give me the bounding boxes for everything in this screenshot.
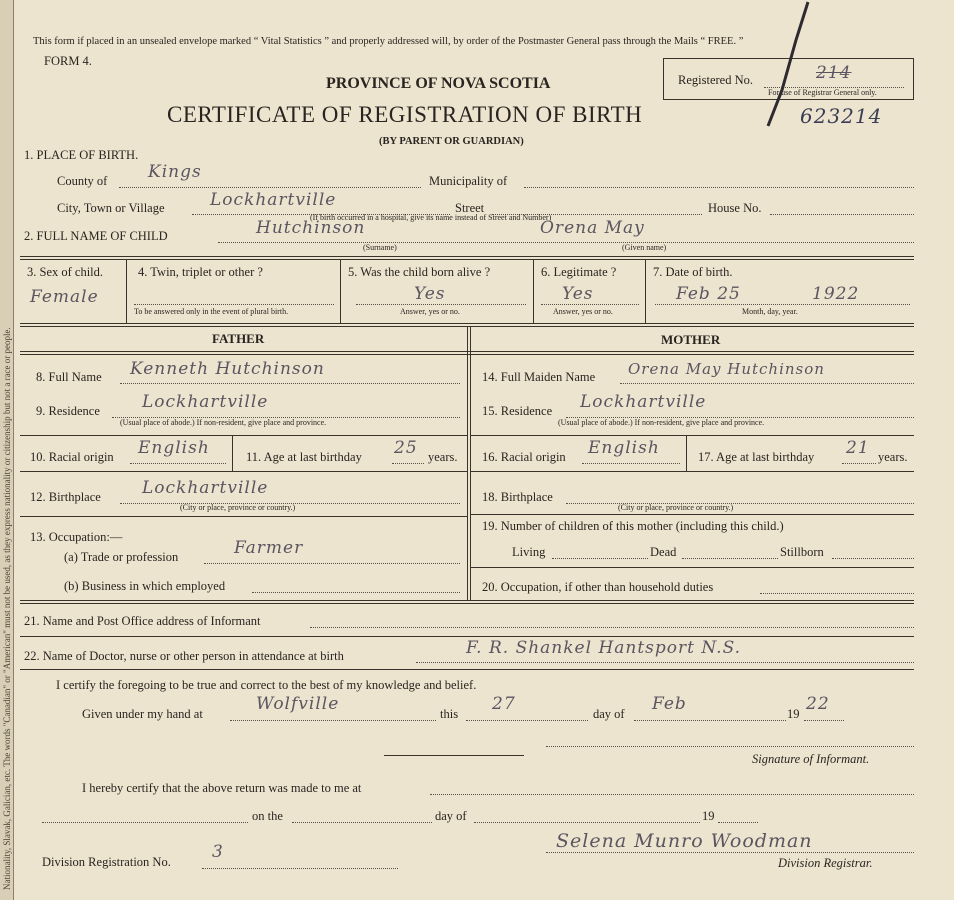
father-residence-note: (Usual place of abode.) If non-resident, give place and province. — [120, 418, 327, 427]
registered-label: Registered No. — [678, 73, 753, 87]
father-trade-label: (a) Trade or profession — [64, 550, 179, 564]
father-age-label: 11. Age at last birthday — [246, 450, 362, 464]
house-no-label: House No. — [708, 201, 762, 215]
city-label: City, Town or Village — [57, 201, 165, 215]
street-label: Street — [455, 201, 485, 215]
registered-value: 214 — [816, 63, 852, 83]
year-of-birth-value: 1922 — [812, 284, 860, 304]
mother-residence-note: (Usual place of abode.) If non-resident, give place and province. — [558, 418, 765, 427]
this-day-value: 27 — [492, 694, 516, 714]
father-fullname-value: Kenneth Hutchinson — [130, 359, 325, 379]
mother-maiden-value: Orena May Hutchinson — [628, 360, 825, 378]
signature-informant-label: Signature of Informant. — [752, 752, 870, 766]
father-occupation-label: 13. Occupation:— — [30, 530, 123, 544]
father-residence-value: Lockhartville — [142, 392, 269, 412]
father-birthplace-label: 12. Birthplace — [30, 490, 101, 504]
registrar-year-prefix: 19 — [702, 809, 715, 823]
registrar-signature: Selena Munro Woodman — [556, 830, 813, 852]
mother-residence-value: Lockhartville — [580, 392, 707, 412]
mother-maiden-label: 14. Full Maiden Name — [482, 370, 596, 384]
legitimate-label: 6. Legitimate ? — [541, 265, 617, 279]
mother-birthplace-note: (City or place, province or country.) — [618, 503, 734, 512]
county-value: Kings — [148, 162, 202, 182]
certificate-title: CERTIFICATE OF REGISTRATION OF BIRTH — [167, 102, 643, 127]
county-label: County of — [57, 174, 108, 188]
father-fullname-label: 8. Full Name — [36, 370, 102, 384]
day-of-value: Feb — [652, 694, 687, 714]
given-place-value: Wolfville — [256, 694, 340, 714]
date-of-birth-value: Feb 25 — [676, 284, 741, 304]
born-alive-label: 5. Was the child born alive ? — [348, 265, 491, 279]
year-value: 22 — [806, 694, 830, 714]
child-given-value: Orena May — [540, 218, 645, 238]
mother-racial-label: 16. Racial origin — [482, 450, 566, 464]
father-racial-value: English — [138, 438, 210, 458]
mother-birthplace-label: 18. Birthplace — [482, 490, 553, 504]
twin-label: 4. Twin, triplet or other ? — [138, 265, 263, 279]
place-of-birth-label: 1. PLACE OF BIRTH. — [24, 148, 139, 162]
dead-label: Dead — [650, 545, 677, 559]
mother-racial-value: English — [588, 438, 660, 458]
father-residence-label: 9. Residence — [36, 404, 100, 418]
certify-text: I certify the foregoing to be true and correct to the best of my knowledge and belief. — [56, 678, 477, 692]
top-notice: This form if placed in an unsealed envelope marked “ Vital Statistics ” and properly addressed will, by order of the Postmaster General pass through the Mails “ FREE. ” — [33, 36, 744, 47]
given-under-label: Given under my hand at — [82, 707, 203, 721]
form-number: FORM 4. — [44, 54, 92, 68]
mother-age-unit: years. — [878, 450, 908, 464]
hospital-note: (If birth occurred in a hospital, give its name instead of Street and Number) — [310, 213, 552, 222]
attendant-value: F. R. Shankel Hantsport N.S. — [466, 638, 742, 658]
registered-note: For use of Registrar General only. — [768, 88, 877, 97]
binding-edge — [0, 0, 14, 900]
father-header: FATHER — [212, 331, 265, 346]
stillborn-label: Stillborn — [780, 545, 824, 559]
on-the-label: on the — [252, 809, 283, 823]
sex-label: 3. Sex of child. — [27, 265, 104, 279]
division-registrar-label: Division Registrar. — [778, 856, 873, 870]
full-name-child-label: 2. FULL NAME OF CHILD — [24, 229, 168, 243]
certificate-subtitle: (BY PARENT OR GUARDIAN) — [379, 136, 524, 147]
mother-age-label: 17. Age at last birthday — [698, 450, 815, 464]
father-birthplace-note: (City or place, province or country.) — [180, 503, 296, 512]
province-title: PROVINCE OF NOVA SCOTIA — [326, 75, 551, 92]
date-of-birth-label: 7. Date of birth. — [653, 265, 733, 279]
division-registration-value: 3 — [212, 842, 224, 862]
registrar-certify-text: I hereby certify that the above return was made to me at — [82, 781, 362, 795]
informant-label: 21. Name and Post Office address of Informant — [24, 614, 261, 628]
father-trade-value: Farmer — [234, 538, 304, 558]
child-surname-value: Hutchinson — [256, 218, 366, 238]
this-label: this — [440, 707, 459, 721]
father-birthplace-value: Lockhartville — [142, 478, 269, 498]
twin-note: To be answered only in the event of plural birth. — [134, 307, 289, 316]
mother-header: MOTHER — [661, 332, 721, 347]
legitimate-note: Answer, yes or no. — [553, 307, 613, 316]
given-name-note: (Given name) — [622, 243, 667, 252]
father-racial-label: 10. Racial origin — [30, 450, 114, 464]
division-registration-label: Division Registration No. — [42, 855, 171, 869]
title-annotation: 623214 — [800, 104, 883, 128]
born-alive-note: Answer, yes or no. — [400, 307, 460, 316]
mother-residence-label: 15. Residence — [482, 404, 553, 418]
sex-value: Female — [30, 287, 99, 307]
mother-children-label: 19. Number of children of this mother (including this child.) — [482, 519, 784, 533]
mother-occupation-label: 20. Occupation, if other than household duties — [482, 580, 714, 594]
living-label: Living — [512, 545, 546, 559]
day-of-label: day of — [593, 707, 625, 721]
registrar-day-of-label: day of — [435, 809, 467, 823]
legitimate-value: Yes — [562, 284, 594, 304]
surname-note: (Surname) — [363, 243, 397, 252]
date-note: Month, day, year. — [742, 307, 798, 316]
mother-age-value: 21 — [846, 438, 870, 458]
father-age-unit: years. — [428, 450, 458, 464]
attendant-label: 22. Name of Doctor, nurse or other person in attendance at birth — [24, 649, 344, 663]
father-business-label: (b) Business in which employed — [64, 579, 226, 593]
municipality-label: Municipality of — [429, 174, 508, 188]
year-prefix: 19 — [787, 707, 800, 721]
father-age-value: 25 — [394, 438, 418, 458]
city-value: Lockhartville — [210, 190, 337, 210]
born-alive-value: Yes — [414, 284, 446, 304]
edge-note: Nationality, Slavak, Galician, etc. The words "Canadian" or "American" must not be used, as they express nationality or citizenship but not a race or people. — [2, 327, 12, 890]
